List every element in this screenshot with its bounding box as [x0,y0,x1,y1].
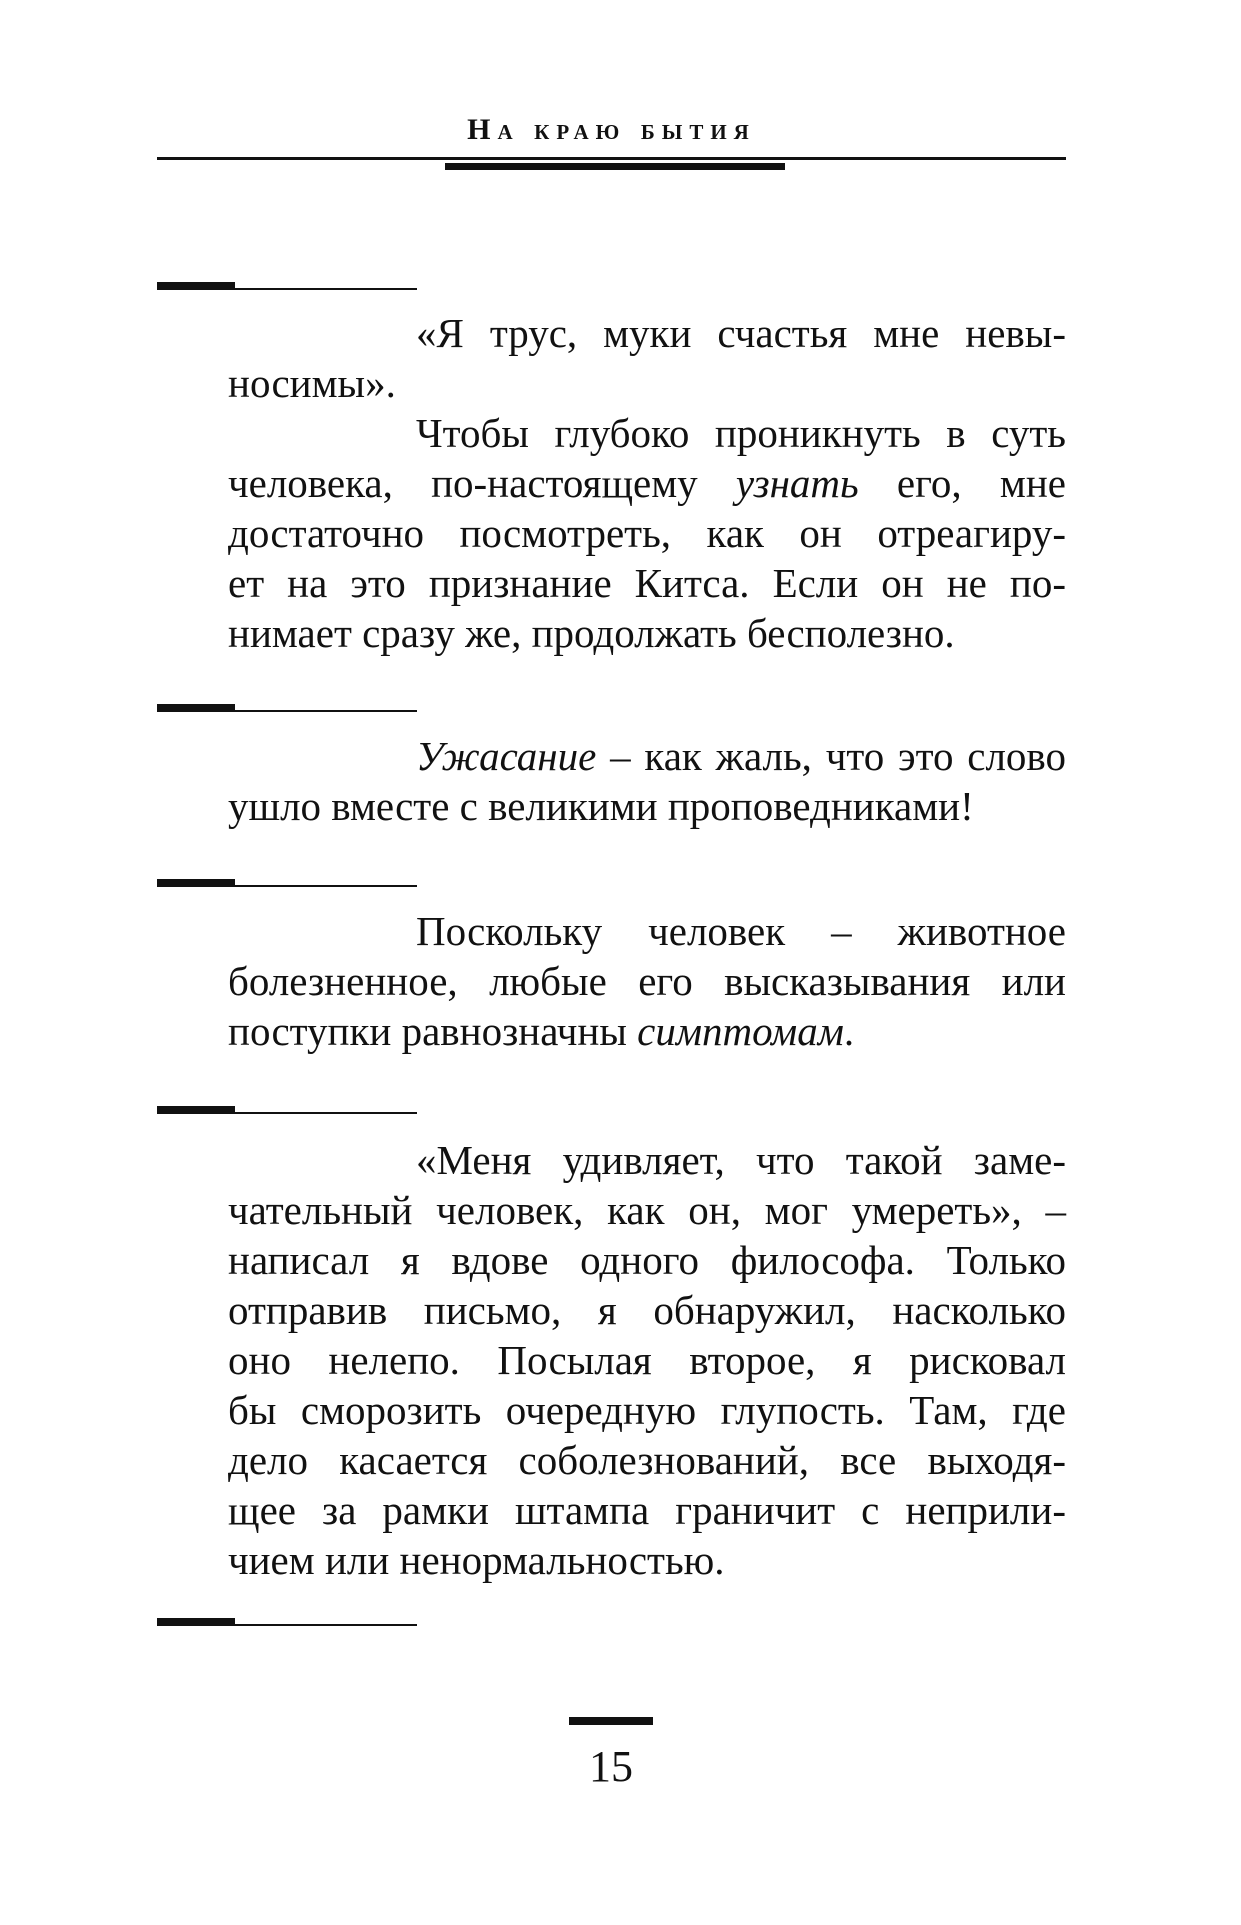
text-line: Чтобы глубоко проникнуть в суть [416,410,1066,456]
text-line: человека, по-настоящему узнать его, мне [228,460,1066,506]
text-line: «Меня удивляет, что такой заме- [416,1137,1066,1183]
header-rule-accent [445,163,785,170]
text-line: ушло вместе с великими проповедниками! [228,783,974,829]
text-line: носимы». [228,360,396,406]
text-line: ет на это признание Китса. Если он не по- [228,560,1066,606]
text-line: чательный человек, как он, мог умереть», – [228,1187,1066,1233]
paragraph-3 [228,906,1066,1056]
text-line: щее за рамки штампа граничит с неприли- [228,1487,1066,1533]
text-line: дело касается соболезнований, все выходя- [228,1437,1066,1483]
text-line: болезненное, любые его высказывания или [228,958,1066,1004]
text-line: чием или ненормальностью. [228,1537,725,1583]
paragraph-4 [228,1135,1066,1585]
header-rule [157,157,1066,160]
page-number-rule [569,1717,653,1725]
text-line: Поскольку человек – животное [416,908,1066,954]
page-number: 15 [589,1742,633,1791]
section-separator [157,879,417,887]
paragraph-2 [228,731,1066,831]
text-line: поступки равнозначны симптомам. [228,1008,855,1054]
emphasis: симптомам [637,1008,844,1054]
emphasis: узнать [735,460,859,506]
text-line: нимает сразу же, продолжать бесполезно. [228,610,955,656]
text-line: бы сморозить очередную глупость. Там, где [228,1387,1066,1433]
section-separator [157,282,417,290]
text-line: написал я вдове одного философа. Только [228,1237,1066,1283]
text-line: достаточно посмотреть, как он отреагиру- [228,510,1066,556]
emphasis: Ужасание [416,733,597,779]
text-line: Ужасание – как жаль, что это слово [416,733,1066,779]
text-line: оно нелепо. Посылая второе, я рисковал [228,1337,1066,1383]
section-separator [157,704,417,712]
section-separator [157,1618,417,1626]
paragraph-1 [228,308,1066,658]
section-separator [157,1106,417,1114]
text-line: «Я трус, муки счастья мне невы- [416,310,1066,356]
text-line: отправив письмо, я обнаружил, насколько [228,1287,1066,1333]
running-head: На краю бытия [467,113,756,146]
